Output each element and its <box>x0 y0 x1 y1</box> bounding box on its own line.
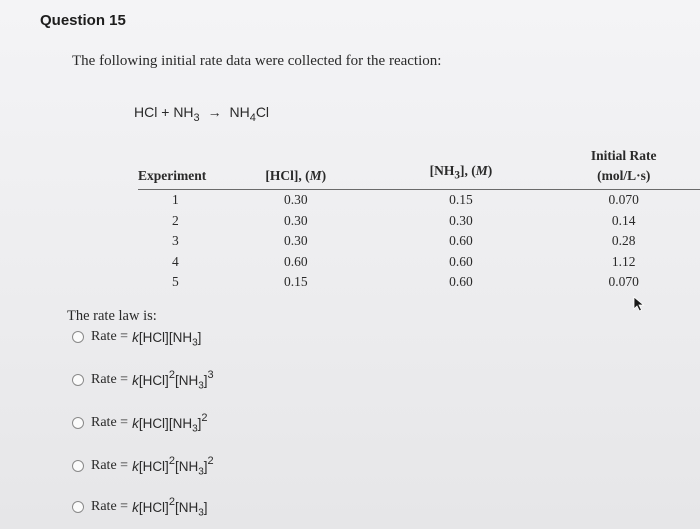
reactant-nh3: $NH_3$ <box>173 104 200 124</box>
cell-experiment: 2 <box>172 212 179 228</box>
header-experiment: Experiment <box>138 146 217 190</box>
product-nh4cl: $NH_4Cl$ <box>229 104 270 124</box>
header-hcl: [HCl], (M) <box>217 146 374 190</box>
table-row <box>138 252 700 273</box>
cell-nh3: 0.30 <box>449 212 473 228</box>
reactant-hcl: HCl <box>134 104 158 120</box>
cell-rate: 0.14 <box>611 212 636 228</box>
table-row <box>138 231 700 252</box>
rate-data-table <box>138 146 700 293</box>
radio-button-icon[interactable] <box>72 460 84 472</box>
cell-experiment: 4 <box>172 253 179 269</box>
cell-rate: 0.070 <box>608 192 639 207</box>
cell-hcl: 0.30 <box>283 192 308 207</box>
option-rate-label: Rate = <box>91 415 129 430</box>
question-title: Question 15 <box>40 12 126 29</box>
cell-hcl: 0.30 <box>283 233 308 248</box>
rate-expression: $k[HCl]^2[NH_3]^2$ <box>132 454 214 478</box>
reaction-arrow: → <box>207 104 222 120</box>
rate-law-option-4[interactable] <box>72 456 214 476</box>
cell-rate: 0.28 <box>611 233 636 248</box>
rate-law-option-2[interactable] <box>72 370 214 390</box>
cell-nh3: 0.15 <box>449 192 473 207</box>
header-nh3: $[NH_3]$, (M) <box>374 146 547 190</box>
table-row <box>138 211 700 232</box>
radio-button-icon[interactable] <box>72 501 84 513</box>
cell-experiment: 5 <box>172 274 179 289</box>
rate-law-option-3[interactable] <box>72 413 208 433</box>
header-initial-rate: Initial Rate (mol/L·s) <box>547 146 700 190</box>
cell-experiment: 1 <box>172 192 179 207</box>
reaction-equation <box>134 104 269 124</box>
radio-button-icon[interactable] <box>72 374 84 386</box>
cell-rate: 0.070 <box>608 274 639 289</box>
radio-button-icon[interactable] <box>72 417 84 429</box>
rate-law-option-1[interactable] <box>72 327 201 347</box>
rate-expression: $k[HCl][NH_3]^2$ <box>132 411 208 435</box>
cell-experiment: 3 <box>172 233 179 248</box>
rate-expression: $k[HCl][NH_3]$ <box>132 329 202 349</box>
table-row <box>138 272 700 293</box>
cell-rate: 1.12 <box>611 253 636 269</box>
option-rate-label: Rate = <box>91 499 129 514</box>
option-rate-label: Rate = <box>91 372 129 387</box>
radio-button-icon[interactable] <box>72 331 84 343</box>
cell-hcl: 0.15 <box>283 274 308 289</box>
cell-nh3: 0.60 <box>449 274 473 289</box>
mouse-pointer-icon <box>632 296 646 312</box>
table-row <box>138 190 700 211</box>
table-header-row <box>138 146 700 190</box>
rate-expression: $k[HCl]^2[NH_3]$ <box>132 495 208 519</box>
plus-sign: + <box>161 104 170 120</box>
cell-hcl: 0.60 <box>283 253 308 269</box>
cell-nh3: 0.60 <box>449 253 473 269</box>
option-rate-label: Rate = <box>91 329 129 344</box>
option-rate-label: Rate = <box>91 458 129 473</box>
cell-hcl: 0.30 <box>283 212 308 228</box>
rate-law-option-5[interactable] <box>72 497 208 517</box>
question-prompt: The following initial rate data were collected for the reaction: <box>72 53 442 69</box>
rate-expression: $k[HCl]^2[NH_3]^3$ <box>132 368 214 392</box>
cell-nh3: 0.60 <box>449 233 473 248</box>
rate-law-label: The rate law is: <box>67 308 157 324</box>
